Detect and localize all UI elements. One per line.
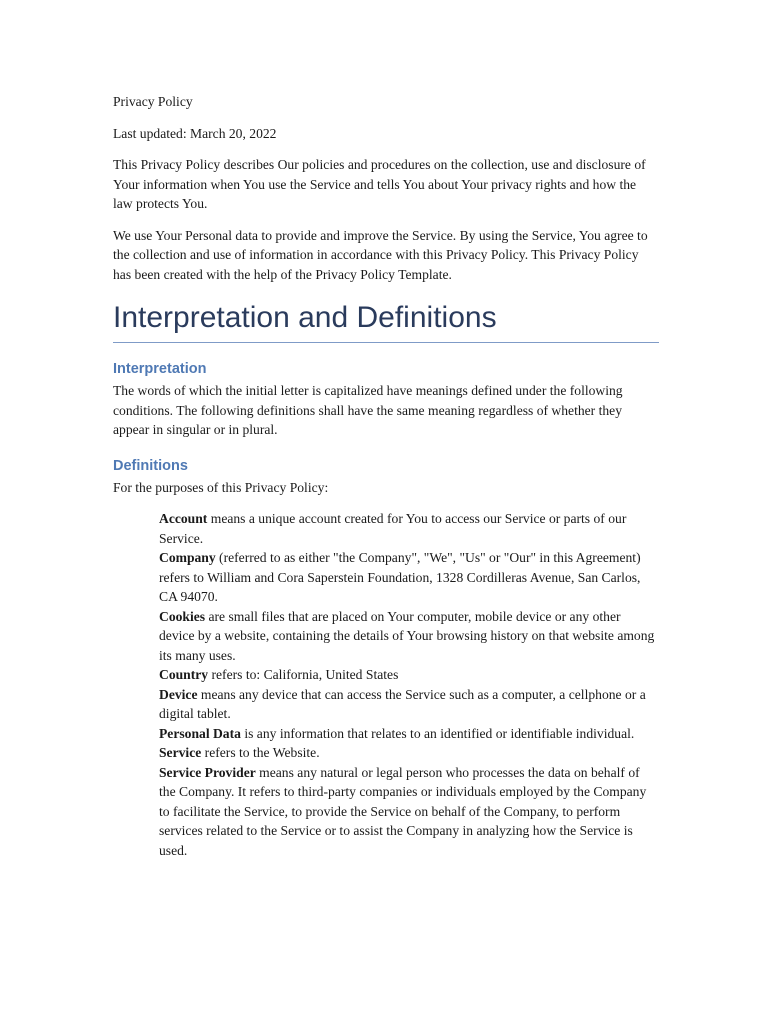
definitions-heading: Definitions <box>113 457 188 474</box>
definition-term: Country <box>159 667 209 682</box>
definition-item-company <box>159 548 659 607</box>
last-updated: Last updated: March 20, 2022 <box>113 125 277 141</box>
definition-item-service-provider <box>159 763 659 861</box>
interpretation-heading: Interpretation <box>113 361 207 377</box>
intro-paragraph: This Privacy Policy describes Our policies and procedures on the collection, use and disclosure of Your information when You use the Service and tells You about Your privacy rights and how the law protects You. <box>113 157 646 211</box>
definition-text: means any natural or legal person who processes the data on behalf of the Company. It refers to third-party companies or individuals employed by the Company to facilitate the Service, to provide the Service on behalf of the Company, to perform services related to the Service or to assist the Company in analyzing how the Service is used. <box>159 764 647 858</box>
definitions-list <box>159 509 659 860</box>
definition-term: Service <box>159 745 202 760</box>
definition-term: Personal Data <box>159 725 241 741</box>
definition-text: are small files that are placed on Your computer, mobile device or any other device by a website, containing the details of Your browsing history on that website among its many uses. <box>159 608 655 663</box>
definition-text: is any information that relates to an identified or identifiable individual. <box>240 725 635 741</box>
definition-item-device <box>159 685 659 724</box>
definition-item-personal-data <box>159 724 659 744</box>
definition-text: refers to: California, United States <box>208 667 399 682</box>
definition-item-cookies <box>159 607 659 666</box>
definition-term: Service Provider <box>159 764 256 780</box>
definition-item-account <box>159 509 659 548</box>
section-heading: Interpretation and Definitions <box>113 300 659 343</box>
definition-text: means a unique account created for You to access our Service or parts of our Service. <box>159 511 627 546</box>
definition-term: Device <box>159 686 198 702</box>
definition-text: refers to the Website. <box>201 745 320 760</box>
document-page <box>113 92 659 860</box>
definition-term: Cookies <box>159 608 206 624</box>
intro-paragraph: We use Your Personal data to provide and improve the Service. By using the Service, You agree to the collection and use of information in accordance with this Privacy Policy. This Privacy Policy has been created with the help of the Privacy Policy Template. <box>113 227 648 282</box>
definition-term: Account <box>159 511 208 526</box>
definition-item-country <box>159 665 659 685</box>
definitions-lead: For the purposes of this Privacy Policy: <box>113 479 329 495</box>
definition-text: (referred to as either "the Company", "We", "Us" or "Our" in this Agreement) refers to William and Cora Saperstein Foundation, 1328 Cordilleras Avenue, San Carlos, CA 94070. <box>159 550 641 604</box>
definition-item-service <box>159 743 659 763</box>
document-title: Privacy Policy <box>113 94 193 109</box>
interpretation-text: The words of which the initial letter is capitalized have meanings defined under the following conditions. The following definitions shall have the same meaning regardless of whether they appear in singular or in plural. <box>113 383 623 437</box>
definition-text: means any device that can access the Service such as a computer, a cellphone or a digital tablet. <box>159 686 646 721</box>
definition-term: Company <box>159 550 216 565</box>
